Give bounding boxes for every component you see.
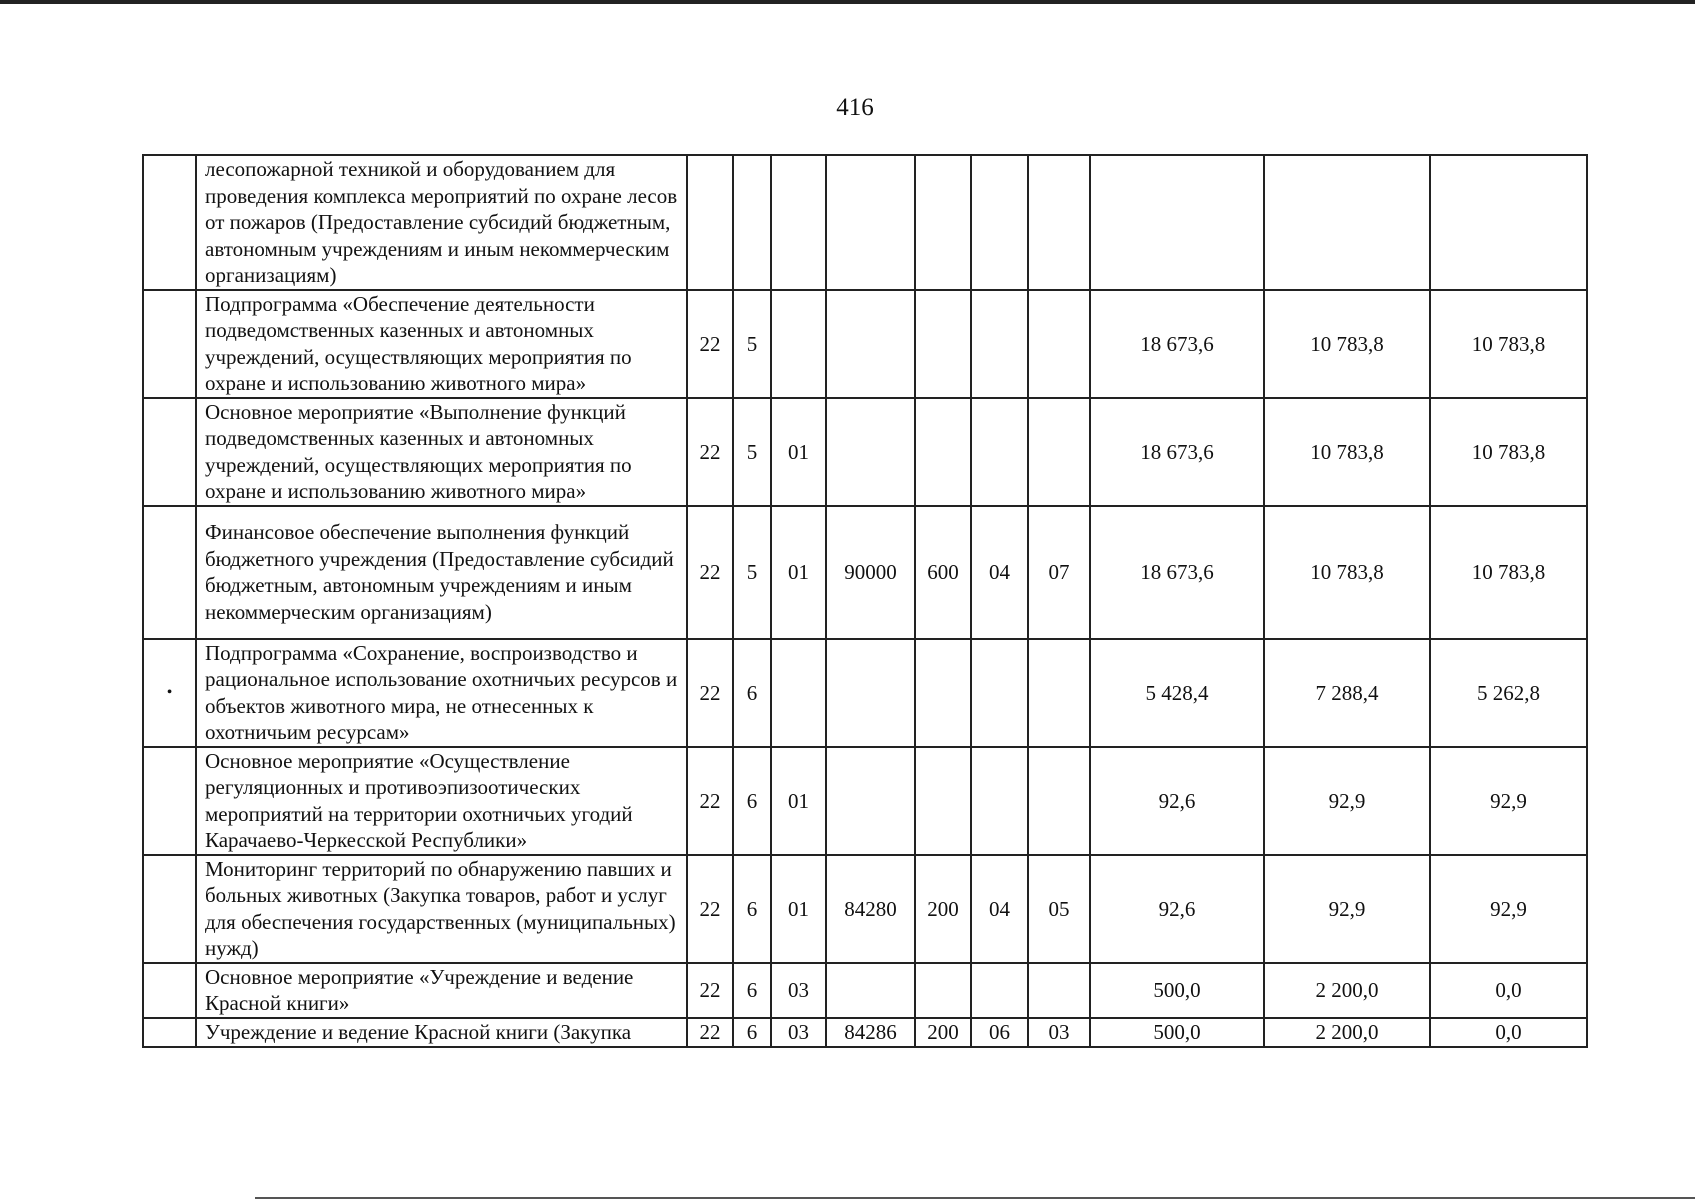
code-program: 22: [687, 855, 733, 963]
code-subsection: [1028, 290, 1090, 398]
table-row: [143, 290, 1587, 398]
code-subprogram: [733, 155, 771, 290]
row-name: Финансовое обеспечение выполнения функций бюджетного учреждения (Предоставление субсидий бюджетным, автономным учреждениям и иным некоммерческим организациям): [196, 506, 687, 639]
code-section: [971, 398, 1028, 506]
amount-3: 92,9: [1430, 747, 1587, 855]
row-marker: [143, 155, 196, 290]
amount-2: [1264, 155, 1430, 290]
top-rule: [0, 0, 1695, 4]
code-expense-type: 200: [915, 1018, 971, 1047]
code-direction: 84286: [826, 1018, 915, 1047]
amount-2: 10 783,8: [1264, 506, 1430, 639]
amount-3: 10 783,8: [1430, 290, 1587, 398]
code-expense-type: 200: [915, 855, 971, 963]
code-activity: [771, 639, 826, 747]
code-subprogram: 5: [733, 290, 771, 398]
code-expense-type: [915, 963, 971, 1018]
code-activity: 01: [771, 855, 826, 963]
amount-1: 18 673,6: [1090, 290, 1264, 398]
amount-3: [1430, 155, 1587, 290]
code-program: 22: [687, 506, 733, 639]
code-subsection: [1028, 963, 1090, 1018]
budget-table: [142, 154, 1588, 1048]
code-subsection: [1028, 639, 1090, 747]
code-direction: [826, 398, 915, 506]
row-marker: [143, 747, 196, 855]
amount-3: 10 783,8: [1430, 506, 1587, 639]
table-row: [143, 155, 1587, 290]
amount-2: 10 783,8: [1264, 290, 1430, 398]
row-name: Подпрограмма «Обеспечение деятельности подведомственных казенных и автономных учреждений, осуществляющих мероприятия по охране и использованию животного мира»: [196, 290, 687, 398]
table-body: [143, 155, 1587, 1047]
row-name: Основное мероприятие «Осуществление регуляционных и противоэпизоотических мероприятий на территории охотничьих угодий Карачаево-Черкесской Республики»: [196, 747, 687, 855]
code-section: [971, 155, 1028, 290]
amount-1: [1090, 155, 1264, 290]
code-program: 22: [687, 290, 733, 398]
code-section: 04: [971, 855, 1028, 963]
code-activity: 03: [771, 1018, 826, 1047]
code-subprogram: 6: [733, 1018, 771, 1047]
row-name: Основное мероприятие «Выполнение функций подведомственных казенных и автономных учреждений, осуществляющих мероприятия по охране и использованию животного мира»: [196, 398, 687, 506]
table-row: [143, 963, 1587, 1018]
amount-2: 7 288,4: [1264, 639, 1430, 747]
code-subprogram: 6: [733, 855, 771, 963]
bottom-rule: [255, 1197, 1695, 1199]
code-activity: [771, 155, 826, 290]
row-marker: [143, 290, 196, 398]
amount-2: 10 783,8: [1264, 398, 1430, 506]
amount-1: 5 428,4: [1090, 639, 1264, 747]
table-row: [143, 506, 1587, 639]
code-program: 22: [687, 639, 733, 747]
code-direction: [826, 639, 915, 747]
code-subsection: 05: [1028, 855, 1090, 963]
code-subsection: 07: [1028, 506, 1090, 639]
code-direction: 90000: [826, 506, 915, 639]
table-row: [143, 398, 1587, 506]
code-expense-type: [915, 290, 971, 398]
code-subprogram: 6: [733, 639, 771, 747]
code-subsection: 03: [1028, 1018, 1090, 1047]
code-program: 22: [687, 747, 733, 855]
code-section: [971, 963, 1028, 1018]
code-section: 06: [971, 1018, 1028, 1047]
page-number: 416: [836, 94, 874, 121]
code-direction: [826, 963, 915, 1018]
code-activity: 01: [771, 398, 826, 506]
amount-3: 10 783,8: [1430, 398, 1587, 506]
amount-1: 92,6: [1090, 747, 1264, 855]
code-subsection: [1028, 747, 1090, 855]
code-subprogram: 5: [733, 506, 771, 639]
code-expense-type: 600: [915, 506, 971, 639]
code-activity: 01: [771, 747, 826, 855]
table-row: [143, 747, 1587, 855]
amount-1: 92,6: [1090, 855, 1264, 963]
amount-1: 18 673,6: [1090, 398, 1264, 506]
amount-2: 92,9: [1264, 747, 1430, 855]
code-subprogram: 6: [733, 963, 771, 1018]
code-subprogram: 6: [733, 747, 771, 855]
code-program: 22: [687, 398, 733, 506]
amount-2: 92,9: [1264, 855, 1430, 963]
code-section: [971, 290, 1028, 398]
row-name: Основное мероприятие «Учреждение и ведение Красной книги»: [196, 963, 687, 1018]
table-row: [143, 639, 1587, 747]
row-marker: [143, 1018, 196, 1047]
code-direction: [826, 747, 915, 855]
amount-3: 0,0: [1430, 1018, 1587, 1047]
amount-2: 2 200,0: [1264, 1018, 1430, 1047]
code-activity: 01: [771, 506, 826, 639]
code-direction: [826, 290, 915, 398]
row-marker: [143, 506, 196, 639]
code-expense-type: [915, 398, 971, 506]
row-marker: [143, 398, 196, 506]
code-direction: 84280: [826, 855, 915, 963]
code-expense-type: [915, 639, 971, 747]
amount-3: 5 262,8: [1430, 639, 1587, 747]
code-program: [687, 155, 733, 290]
amount-1: 18 673,6: [1090, 506, 1264, 639]
code-activity: 03: [771, 963, 826, 1018]
table-row: [143, 1018, 1587, 1047]
row-name: лесопожарной техникой и оборудованием для проведения комплекса мероприятий по охране лесов от пожаров (Предоставление субсидий бюджетным, автономным учреждениям и иным некоммерческим организациям): [196, 155, 687, 290]
row-marker: [143, 855, 196, 963]
code-subprogram: 5: [733, 398, 771, 506]
amount-3: 0,0: [1430, 963, 1587, 1018]
row-marker: [143, 963, 196, 1018]
code-expense-type: [915, 747, 971, 855]
code-subsection: [1028, 398, 1090, 506]
row-name: Подпрограмма «Сохранение, воспроизводство и рациональное использование охотничьих ресурсов и объектов животного мира, не отнесенных к охотничьим ресурсам»: [196, 639, 687, 747]
code-section: [971, 639, 1028, 747]
amount-3: 92,9: [1430, 855, 1587, 963]
code-program: 22: [687, 1018, 733, 1047]
code-subsection: [1028, 155, 1090, 290]
table-row: [143, 855, 1587, 963]
row-marker: •: [143, 639, 196, 747]
row-name: Учреждение и ведение Красной книги (Закупка: [196, 1018, 687, 1047]
code-section: 04: [971, 506, 1028, 639]
code-activity: [771, 290, 826, 398]
code-section: [971, 747, 1028, 855]
code-direction: [826, 155, 915, 290]
amount-1: 500,0: [1090, 963, 1264, 1018]
amount-2: 2 200,0: [1264, 963, 1430, 1018]
amount-1: 500,0: [1090, 1018, 1264, 1047]
code-program: 22: [687, 963, 733, 1018]
row-name: Мониторинг территорий по обнаружению павших и больных животных (Закупка товаров, работ и услуг для обеспечения государственных (муниципальных) нужд): [196, 855, 687, 963]
code-expense-type: [915, 155, 971, 290]
